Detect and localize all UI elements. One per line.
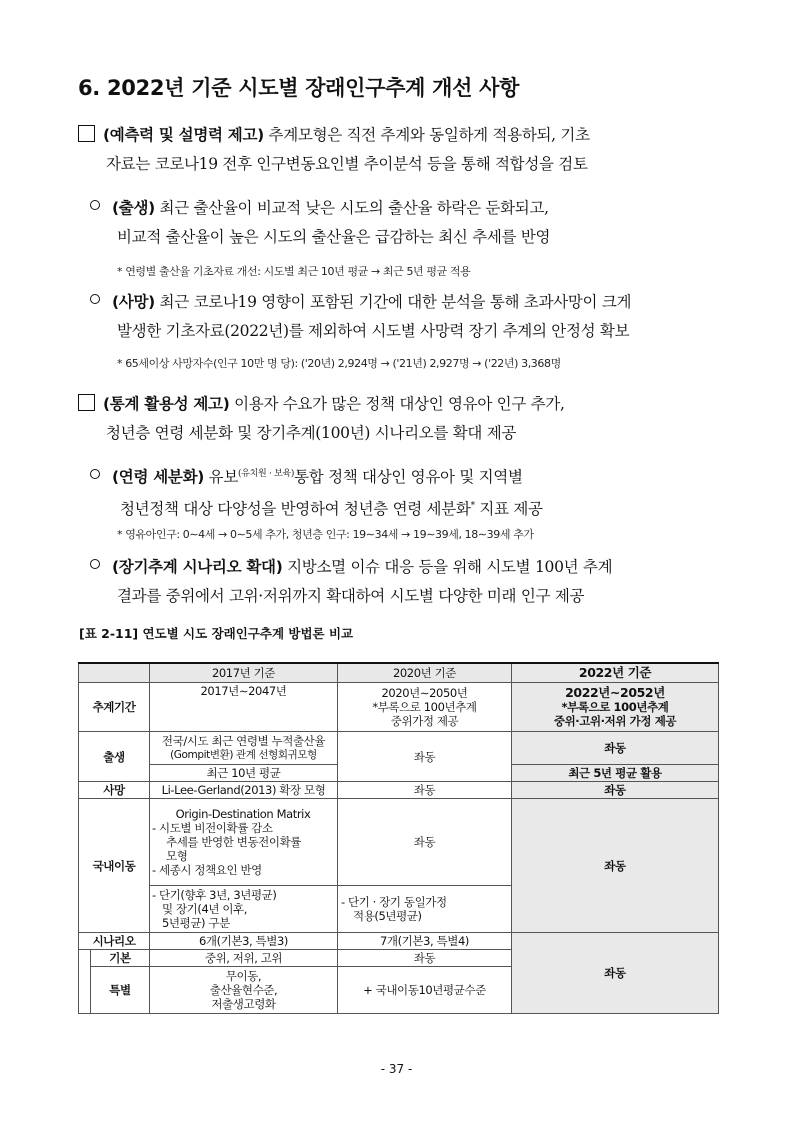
item-age-line1a: 유보 [204,468,239,486]
section-title: 6. 2022년 기준 시도별 장래인구추계 개선 사항 [78,76,520,100]
row-label-basic: 기본 [91,950,150,967]
item-death-heading: (사망) [112,293,155,311]
block-prediction-line2: 자료는 코로나19 전후 인구변동요인별 추이분석 등을 통해 적합성을 검토 [106,155,588,173]
circle-bullet-icon [90,200,100,210]
period-2022 [512,683,719,732]
item-age-sup: (유치원 · 보육) [238,469,295,479]
migration-2020-model: 좌동 [338,799,512,886]
block-prediction [78,121,738,179]
migration-2017-period-line1: - 단기(향후 3년, 3년평균) [152,888,277,902]
table-row-period [79,683,719,732]
table-row-death [79,782,719,799]
circle-bullet-icon [90,294,100,304]
migration-2017-line1: Origin-Destination Matrix [175,807,311,821]
item-birth-line1: 최근 출산율이 비교적 낮은 시도의 출산율 하락은 둔화되고, [154,199,549,217]
item-scenario-heading: (장기추계 시나리오 확대) [112,558,283,576]
migration-2017-model [150,799,338,886]
birth-2017-model [150,732,338,765]
note-age: * 영유아인구: 0∼4세 → 0∼5세 추가, 청년층 인구: 19∼34세 → 19∼39세, 18∼39세 추가 [117,528,534,541]
item-death-line1: 최근 코로나19 영향이 포함된 기간에 대한 분석을 통해 초과사망이 크게 [154,293,632,311]
block-usability-line1: 이용자 수요가 많은 정책 대상인 영유아 인구 추가, [229,395,565,413]
period-2022-line1: 2022년∼2052년 [565,685,665,700]
block-usability-line2: 청년층 연령 세분화 및 장기추계(100년) 시나리오를 확대 제공 [106,424,517,442]
table-header-row [79,663,719,683]
row-label-birth: 출생 [79,732,150,782]
death-2020: 좌동 [338,782,512,799]
death-2017: Li-Lee-Gerland(2013) 확장 모형 [150,782,338,799]
header-2020: 2020년 기준 [338,663,512,683]
special-2017 [150,967,338,1014]
period-2020-line2: *부록으로 100년추계 [372,700,477,714]
scenario-2020: 7개(기본3, 특별4) [338,933,512,950]
birth-2017-period: 최근 10년 평균 [150,765,338,782]
migration-2017-line3: 추세를 반영한 변동전이확률 [166,835,302,849]
circle-bullet-icon [90,469,100,479]
birth-2022-model: 좌동 [512,732,719,765]
special-2017-line3: 저출생고령화 [211,997,276,1011]
period-2020-line3: 중위가정 제공 [390,714,459,728]
migration-2020-period-line1: - 단기 · 장기 동일가정 [341,895,447,909]
row-label-scenario: 시나리오 [79,933,150,950]
basic-2020: 좌동 [338,950,512,967]
migration-2017-line4: 모형 [166,849,188,863]
item-age-line2-end: 지표 제공 [474,500,543,518]
birth-2020: 좌동 [338,732,512,782]
birth-2017-line2: (Gompit변환) 관계 선형회귀모형 [170,749,317,761]
item-age [90,460,740,524]
circle-bullet-icon [90,559,100,569]
square-bullet-icon [78,125,95,142]
table-caption: [표 2-11] 연도별 시도 장래인구추계 방법론 비교 [79,626,354,641]
scenario-2022: 좌동 [512,933,719,1014]
scenario-2017: 6개(기본3, 특별3) [150,933,338,950]
period-2020-line1: 2020년∼2050년 [381,686,468,700]
header-2017: 2017년 기준 [150,663,338,683]
migration-2022: 좌동 [512,799,719,933]
period-2022-line2: *부록으로 100년추계 [561,700,669,714]
block-prediction-line1: 추계모형은 직전 추계와 동일하게 적용하되, 기초 [263,126,590,144]
header-2022: 2022년 기준 [512,663,719,683]
table-row-birth-a [79,732,719,765]
migration-2017-period [150,886,338,933]
migration-2017-line2: - 시도별 비전이확률 감소 [152,821,273,835]
migration-2017-period-line3: 5년평균) 구분 [162,916,230,930]
basic-2017: 중위, 저위, 고위 [150,950,338,967]
item-age-line2-sup: * [470,501,475,511]
special-2017-line1: 무이동, [225,969,262,983]
death-2022: 좌동 [512,782,719,799]
row-label-period: 추계기간 [79,683,150,732]
block-prediction-heading: (예측력 및 설명력 제고) [103,126,264,144]
page-number: - 37 - [380,1062,413,1076]
special-2017-line2: 출산율현수준, [209,983,278,997]
note-birth: * 연령별 출산율 기초자료 개선: 시도별 최근 10년 평균 → 최근 5년 평균 적용 [117,265,471,278]
item-birth-line2: 비교적 출산율이 높은 시도의 출산율은 급감하는 최신 추세를 반영 [117,228,551,246]
item-scenario [90,553,740,611]
item-death-line2: 발생한 기초자료(2022년)를 제외하여 시도별 사망력 장기 추계의 안정성 확보 [117,322,630,340]
migration-2017-period-line2: 및 장기(4년 이후, [162,902,248,916]
item-scenario-line1: 지방소멸 이슈 대응 등을 위해 시도별 100년 추계 [282,558,613,576]
item-birth-heading: (출생) [112,199,155,217]
migration-2020-period-line2: 적용(5년평균) [353,909,422,923]
row-label-special: 특별 [91,967,150,1014]
row-label-death: 사망 [79,782,150,799]
note-death: * 65세이상 사망자수(인구 10만 명 당): ('20년) 2,924명 → ('21년) 2,927명 → ('22년) 3,368명 [117,357,561,370]
birth-2017-line1: 전국/시도 최근 연령별 누적출산율 [161,734,326,748]
header-empty [79,663,150,683]
item-birth [90,194,740,252]
square-bullet-icon [78,394,95,411]
row-label-migration: 국내이동 [79,799,150,933]
table-row-migration-a [79,799,719,886]
table-row-scenario [79,933,719,950]
comparison-table [78,662,719,1014]
scenario-indent-cell [79,950,91,1014]
birth-2022-period: 최근 5년 평균 활용 [512,765,719,782]
item-age-line1b: 통합 정책 대상인 영유아 및 지역별 [294,468,523,486]
item-age-heading: (연령 세분화) [112,468,205,486]
block-usability [78,390,738,448]
item-death [90,288,740,346]
period-2017: 2017년∼2047년 [150,683,338,732]
migration-2017-line5: - 세종시 정책요인 반영 [152,863,262,877]
special-2020: + 국내이동10년평균수준 [338,967,512,1014]
item-scenario-line2: 결과를 중위에서 고위·저위까지 확대하여 시도별 다양한 미래 인구 제공 [117,587,585,605]
period-2022-line3: 중위·고위·저위 가정 제공 [553,714,677,728]
migration-2020-period [338,886,512,933]
block-usability-heading: (통계 활용성 제고) [103,395,230,413]
item-age-line2: 청년정책 대상 다양성을 반영하여 청년층 연령 세분화 [120,500,471,518]
period-2020 [338,683,512,732]
